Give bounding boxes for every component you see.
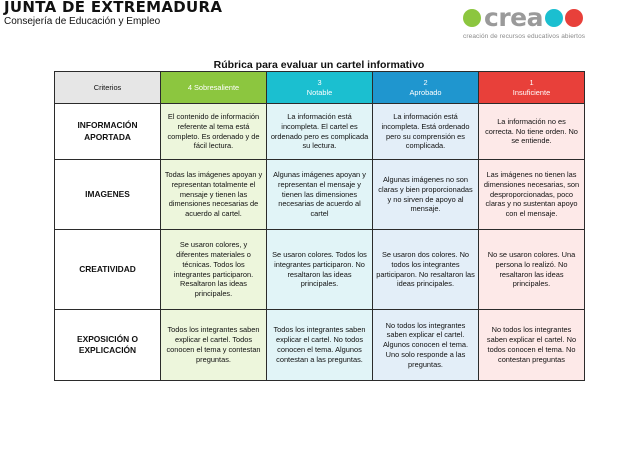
crea-green-dot-icon [463, 9, 481, 27]
criterion-cell: EXPOSICIÓN O EXPLICACIÓN [55, 310, 161, 381]
level-header-1: 1 Insuficiente [479, 72, 585, 104]
rubric-table [54, 71, 585, 381]
crea-tagline: creación de recursos educativos abiertos [463, 33, 586, 40]
rubric-cell: Algunas imágenes no son claras y bien proporcionadas y no sirven de apoyo al mensaje. [373, 160, 479, 230]
rubric-cell: No se usaron colores. Una persona lo realizó. No resaltaron las ideas principales. [479, 230, 585, 310]
rubric-cell: Las imágenes no tienen las dimensiones necesarias, son desproporcionadas, poco claras y no sustentan apoyo con el mensaje. [479, 160, 585, 230]
page-title: Rúbrica para evaluar un cartel informativo [213, 59, 425, 71]
rubric-cell: Algunas imágenes apoyan y representan el mensaje y tienen las dimensiones necesarias de acuerdo al cartel [267, 160, 373, 230]
crea-cyan-dot-icon [545, 9, 563, 27]
rubric-cell: Se usaron colores, y diferentes materiales o técnicas. Todos los integrantes participaron. Resaltaron las ideas principales. [161, 230, 267, 310]
org-name: JUNTA DE EXTREMADURA [4, 0, 223, 16]
org-department: Consejería de Educación y Empleo [4, 16, 161, 27]
rubric-cell: Todas las imágenes apoyan y representan totalmente el mensaje y tienen las dimensiones necesarias de acuerdo al cartel. [161, 160, 267, 230]
table-row [55, 230, 585, 310]
level-header-3: 3 Notable [267, 72, 373, 104]
rubric-cell: No todos los integrantes saben explicar el cartel. Algunos conocen el tema. Uno solo responde a las preguntas. [373, 310, 479, 381]
rubric-cell: Todos los integrantes saben explicar el cartel. No todos conocen el tema. Algunos contestan a las preguntas. [267, 310, 373, 381]
criteria-header: Criterios [55, 72, 161, 104]
table-header-row [55, 72, 585, 104]
junta-extremadura-logo [4, 0, 222, 27]
crea-logo [463, 3, 635, 42]
rubric-cell: Se usaron dos colores. No todos los integrantes participaron. No resaltaron las ideas principales. [373, 230, 479, 310]
rubric-cell: No todos los integrantes saben explicar el cartel. No todos conocen el tema. No contestan preguntas [479, 310, 585, 381]
criterion-cell: INFORMACIÓN APORTADA [55, 104, 161, 160]
crea-brand-name: crea [484, 3, 543, 32]
crea-red-dot-icon [565, 9, 583, 27]
criterion-cell: CREATIVIDAD [55, 230, 161, 310]
rubric-cell: El contenido de información referente al tema está completo. Es ordenado y de fácil lectura. [161, 104, 267, 160]
criterion-cell: IMAGENES [55, 160, 161, 230]
rubric-cell: Todos los integrantes saben explicar el cartel. Todos conocen el tema y contestan preguntas. [161, 310, 267, 381]
rubric-cell: Se usaron colores. Todos los integrantes participaron. No resaltaron las ideas principales. [267, 230, 373, 310]
table-row [55, 310, 585, 381]
rubric-cell: La información está incompleta. El cartel es ordenado pero es complicada su lectura. [267, 104, 373, 160]
level-header-4: 4 Sobresaliente [161, 72, 267, 104]
rubric-cell: La información está incompleta. Está ordenado pero su comprensión es complicada. [373, 104, 479, 160]
table-row [55, 160, 585, 230]
level-header-2: 2 Aprobado [373, 72, 479, 104]
rubric-cell: La información no es correcta. No tiene orden. No se entiende. [479, 104, 585, 160]
table-row [55, 104, 585, 160]
